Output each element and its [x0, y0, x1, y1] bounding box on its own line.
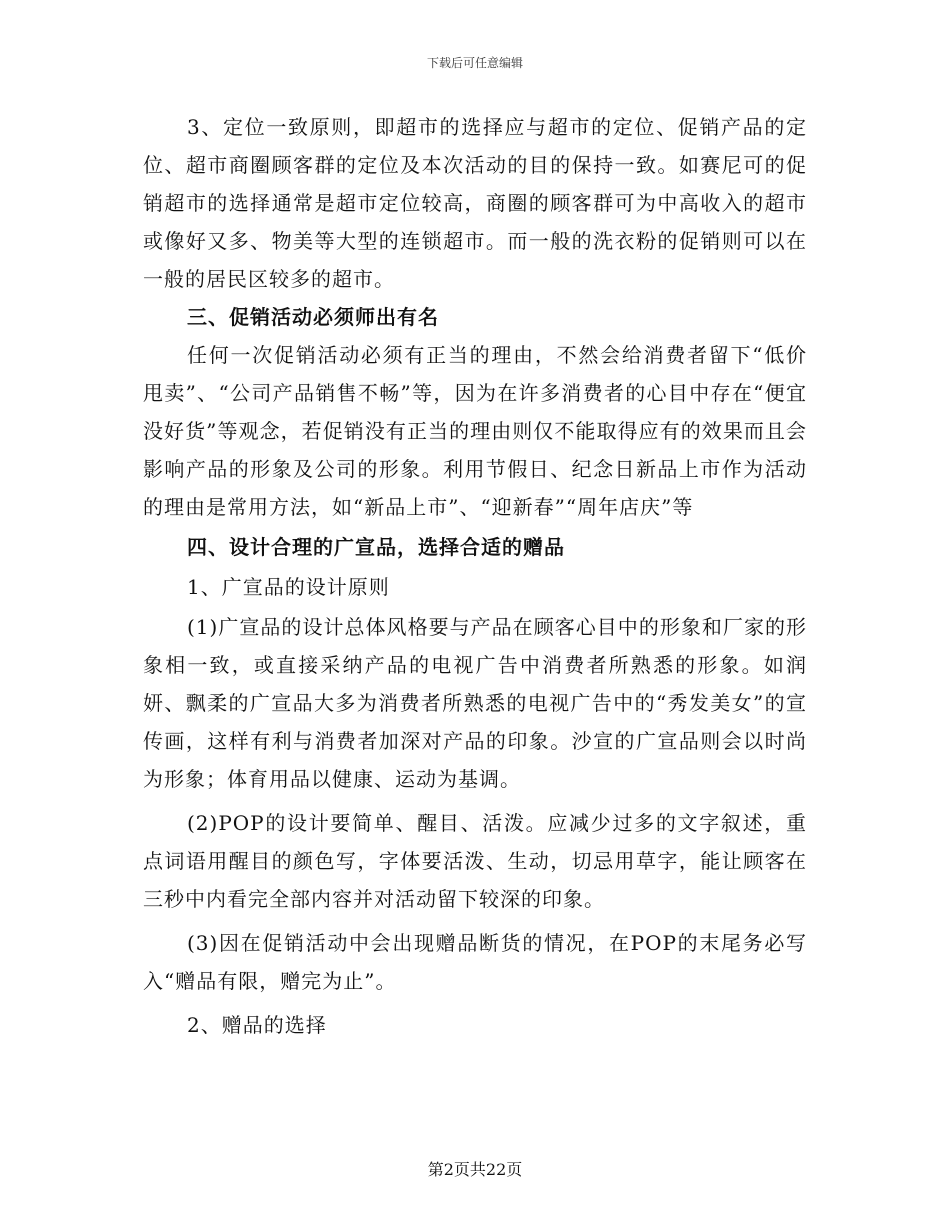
paragraph-positioning-principle: 3、定位一致原则，即超市的选择应与超市的定位、促销产品的定位、超市商圈顾客群的定位及本次活动的目的保持一致。如赛尼可的促销超市的选择通常是超市定位较高，商圈的顾客群可为中高收入的超市或像好又多、物美等大型的连锁超市。而一般的洗衣粉的促销则可以在一般的居民区较多的超市。 — [143, 115, 807, 291]
section-heading-3: 三、促销活动必须师出有名 — [187, 305, 439, 329]
subheading-ad-design: 1、广宣品的设计原则 — [187, 575, 390, 599]
paragraph-promotion-reason: 任何一次促销活动必须有正当的理由，不然会给消费者留下“低价甩卖”、“公司产品销售不畅”等，因为在许多消费者的心目中存在“便宜没好货”等观念，若促销没有正当的理由则仅不能取得应有的效果而且会影响产品的形象及公司的形象。利用节假日、纪念日新品上市作为活动的理由是常用方法，如“新品上市”、“迎新春”“周年店庆”等 — [143, 343, 807, 519]
page-footer: 第2页共22页 — [427, 1160, 523, 1179]
list-item-2: (2)POP的设计要简单、醒目、活泼。应减少过多的文字叙述，重点词语用醒目的颜色写，字体要活泼、生动，切忌用草字，能让顾客在三秒中内看完全部内容并对活动留下较深的印象。 — [143, 811, 807, 911]
list-item-1: (1)广宣品的设计总体风格要与产品在顾客心目中的形象和厂家的形象相一致，或直接采纳产品的电视广告中消费者所熟悉的形象。如润妍、飘柔的广宣品大多为消费者所熟悉的电视广告中的“秀发美女”的宣传画，这样有利与消费者加深对产品的印象。沙宣的广宣品则会以时尚为形象；体育用品以健康、运动为基调。 — [143, 615, 807, 791]
subheading-gift-selection: 2、赠品的选择 — [187, 1013, 327, 1037]
document-body — [143, 108, 807, 1044]
page-header: 下载后可任意编辑 — [426, 56, 523, 70]
section-heading-4: 四、设计合理的广宣品，选择合适的赠品 — [187, 535, 565, 559]
list-item-3: (3)因在促销活动中会出现赠品断货的情况，在POP的末尾务必写入“赠品有限，赠完为止”。 — [143, 931, 807, 993]
